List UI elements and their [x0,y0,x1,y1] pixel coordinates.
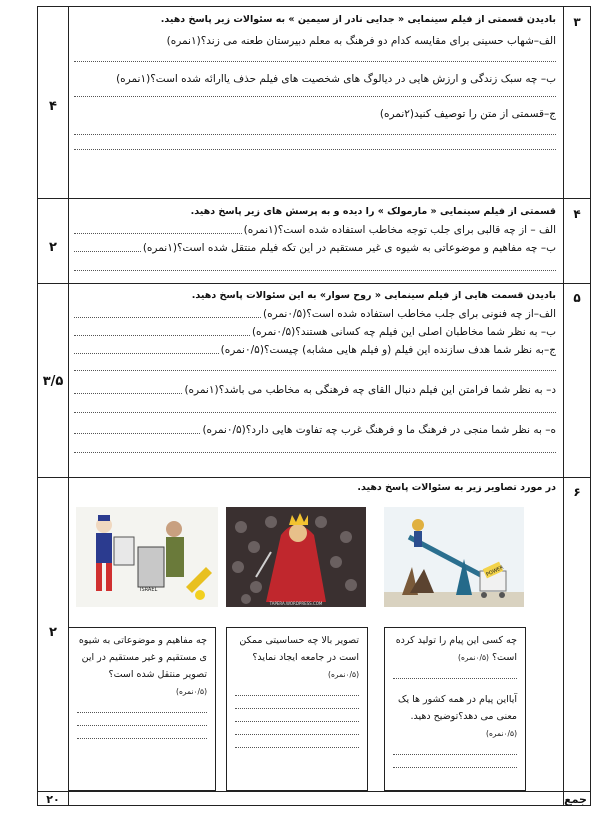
total-label: جمع [564,793,587,806]
answer-line[interactable] [77,738,207,739]
answer-line[interactable] [235,721,359,722]
row-divider [38,791,590,792]
question-5-part-b: ب– به نظر شما مخاطبان اصلی این فیلم چه کسانی هستند؟(۰/۵نمره) [74,325,556,340]
answer-line[interactable] [393,767,517,768]
question-4-part-b: ب– چه مفاهیم و موضوعاتی به شیوه ی غیر مستقیم در این تکه فیلم منتقل شده است؟(۱نمره) [74,241,556,256]
answer-line[interactable] [74,307,261,318]
cartoon-israel-image [76,507,218,607]
exam-sheet [37,6,591,806]
row-divider [38,198,590,199]
question-3-number: ۳ [573,15,581,29]
question-number-column [563,7,590,805]
question-4-score: ۲ [49,240,57,255]
middle-question: تصویر بالا چه حساسیتی ممکن است در جامعه ایجاد نماید؟(۰/۵نمره) [239,635,359,679]
answer-line[interactable] [74,343,219,354]
answer-line[interactable] [74,134,556,135]
question-3 [74,13,556,159]
answer-box-middle[interactable] [226,627,368,791]
left-question: چه مفاهیم و موضوعاتی به شیوه ی مستقیم و غیر مستقیم در این تصویر منتقل شده است؟ (۰/۵نمره) [78,635,207,696]
question-4-part-a: الف – از چه قالبی برای جلب توجه مخاطب استفاده شده است؟(۱نمره) [74,223,556,238]
question-5 [74,289,556,462]
question-3-part-b: ب– چه سبک زندگی و ارزش هایی در دیالوگ های شخصیت های فیلم حذف یاارائه شده است؟(۱نمره) [116,73,556,85]
answer-line[interactable] [74,96,556,97]
answer-line[interactable] [235,708,359,709]
answer-line[interactable] [74,452,556,453]
question-6-score: ۲ [49,625,57,640]
israel-sign-text: ISRAEL [140,587,158,593]
answer-line[interactable] [393,754,517,755]
answer-line[interactable] [393,678,517,679]
question-5-part-a: الف–از چه فنونی برای جلب مخاطب استفاده شده است؟(۰/۵نمره) [74,307,556,322]
question-4-title: قسمتی از فیلم سینمایی « مارمولک » را دیده و به پرسش های زیر پاسخ دهید. [190,206,556,217]
answer-line[interactable] [235,747,359,748]
question-5-part-d: د– به نظر شما فرامتن این فیلم دنبال القای چه فرهنگی به مخاطب می باشد؟(۱نمره) [74,383,556,398]
image-caption: TAPERA.WORDPRESS.COM [269,601,323,606]
answer-line[interactable] [74,61,556,62]
question-4-number: ۴ [573,207,581,221]
answer-line[interactable] [77,712,207,713]
power-cartoon-drawing [384,507,524,607]
question-6-number: ۶ [573,485,581,499]
answer-line[interactable] [74,370,556,371]
cartoon-ghost-rider-image [226,507,366,607]
answer-line[interactable] [235,695,359,696]
answer-line[interactable] [77,725,207,726]
question-3-title: بادیدن قسمتی از فیلم سینمایی « جدایی نادر از سیمین » به سئوالات زیر پاسخ دهید. [160,14,556,25]
right-question-2: آیااین پیام در همه کشور ها یک معنی می دهد؟توضیح دهید. (۰/۵نمره) [397,694,517,738]
answer-line[interactable] [74,325,250,336]
question-6 [74,481,556,495]
question-5-part-c: ج–به نظر شما هدف سازنده این فیلم (و فیلم هایی مشابه) چیست؟(۰/۵نمره) [74,343,556,358]
question-4 [74,205,556,280]
answer-line[interactable] [74,383,182,394]
israel-cartoon-drawing [76,507,218,607]
power-sign-text: POWER [485,564,505,578]
question-6-title: در مورد تصاویر زیر به سئوالات پاسخ دهید. [357,482,556,493]
ghost-rider-cartoon-drawing [226,507,366,607]
right-question-1: چه کسی این پیام را تولید کرده است؟ (۰/۵نمره) [395,635,517,663]
question-5-score: ۳/۵ [42,374,64,389]
question-3-part-a: الف–شهاب حسینی برای مقایسه کدام دو فرهنگ به معلم دبیرستان طعنه می زند؟(۱نمره) [166,35,556,47]
answer-line[interactable] [74,149,556,150]
total-score: ۲۰ [46,793,60,806]
answer-line[interactable] [74,412,556,413]
question-3-part-c: ج–قسمتی از متن را توصیف کنید(۲نمره) [379,108,556,120]
answer-line[interactable] [235,734,359,735]
question-5-part-e: ه– به نظر شما منجی در فرهنگ ما و فرهنگ غرب چه تفاوت هایی دارد؟(۰/۵نمره) [74,423,556,438]
answer-line[interactable] [74,241,141,252]
answer-line[interactable] [74,223,242,234]
row-divider [38,283,590,284]
answer-line[interactable] [74,270,556,271]
answer-line[interactable] [74,423,200,434]
answer-box-right[interactable] [384,627,526,791]
question-5-number: ۵ [573,291,581,305]
cartoon-power-image [384,507,524,607]
question-3-score: ۴ [49,99,57,114]
question-5-title: بادیدن قسمت هایی از فیلم سینمایی « روح سوار» به این سئوالات پاسخ دهید. [191,290,556,301]
answer-box-left[interactable] [68,627,216,791]
score-column [38,7,69,805]
row-divider [38,477,590,478]
